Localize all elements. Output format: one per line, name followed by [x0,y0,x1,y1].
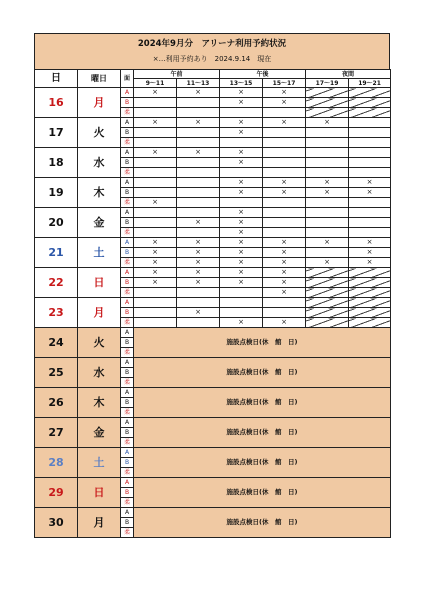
reserved-mark: × [263,288,306,298]
reserved-mark: × [220,118,263,128]
day-number: 29 [35,478,78,508]
table-row [35,388,391,398]
face-label-cell: B [121,428,134,438]
reserved-mark: × [220,268,263,278]
table-row [35,118,391,128]
closed-notice: 施設点検日(休 館 日) [134,388,391,418]
header-group-morning: 午前 [134,70,220,79]
weekday-label: 日 [78,268,121,298]
face-label-cell: B [121,278,134,288]
header-day: 日 [35,70,78,88]
reserved-mark: × [263,278,306,288]
reserved-mark: × [134,238,177,248]
face-label-cell: A [121,238,134,248]
reserved-mark: × [263,318,306,328]
unavailable-slot [349,318,391,328]
face-label-cell: 柔 [121,408,134,418]
weekday-label: 月 [78,508,121,538]
face-label-cell: 柔 [121,288,134,298]
empty-slot [263,198,306,208]
empty-slot [349,138,391,148]
header-slot: 11～13 [177,79,220,88]
reserved-mark: × [349,178,391,188]
face-label-cell: B [121,98,134,108]
unavailable-slot [306,108,349,118]
empty-slot [134,98,177,108]
day-number: 24 [35,328,78,358]
reserved-mark: × [134,88,177,98]
empty-slot [177,108,220,118]
unavailable-slot [306,298,349,308]
empty-slot [177,298,220,308]
reservation-sheet [34,33,390,538]
weekday-label: 火 [78,328,121,358]
empty-slot [177,158,220,168]
reserved-mark: × [220,88,263,98]
empty-slot [306,248,349,258]
face-label-cell: B [121,368,134,378]
day-number: 20 [35,208,78,238]
reserved-mark: × [220,238,263,248]
empty-slot [263,218,306,228]
table-row [35,418,391,428]
empty-slot [306,228,349,238]
empty-slot [134,188,177,198]
reserved-mark: × [177,218,220,228]
reserved-mark: × [220,228,263,238]
unavailable-slot [349,308,391,318]
reserved-mark: × [220,128,263,138]
page-subtitle: ×…利用予約あり 2024.9.14 現在 [152,55,272,63]
face-label-cell: B [121,398,134,408]
reserved-mark: × [220,248,263,258]
face-label-cell: A [121,178,134,188]
face-label-cell: 柔 [121,528,134,538]
reserved-mark: × [220,258,263,268]
header-face: 面 [121,70,134,88]
unavailable-slot [306,308,349,318]
table-row [35,328,391,338]
empty-slot [263,308,306,318]
reserved-mark: × [220,318,263,328]
empty-slot [134,308,177,318]
face-label-cell: 柔 [121,258,134,268]
day-number: 17 [35,118,78,148]
unavailable-slot [349,298,391,308]
face-label-cell: 柔 [121,108,134,118]
day-number: 22 [35,268,78,298]
empty-slot [177,128,220,138]
table-row [35,88,391,98]
empty-slot [306,198,349,208]
closed-notice: 施設点検日(休 館 日) [134,358,391,388]
reserved-mark: × [134,258,177,268]
face-label-cell: B [121,308,134,318]
reserved-mark: × [263,188,306,198]
face-label-cell: A [121,328,134,338]
empty-slot [263,208,306,218]
reserved-mark: × [177,148,220,158]
face-label-cell: 柔 [121,378,134,388]
header-weekday: 曜日 [78,70,121,88]
page-title: 2024年9月分 アリーナ利用予約状況 [137,39,287,49]
face-label-cell: 柔 [121,228,134,238]
reserved-mark: × [263,98,306,108]
face-label-cell: A [121,418,134,428]
header-group-afternoon: 午後 [220,70,306,79]
empty-slot [306,218,349,228]
unavailable-slot [349,278,391,288]
empty-slot [220,308,263,318]
reserved-mark: × [134,278,177,288]
unavailable-slot [349,268,391,278]
face-label-cell: A [121,298,134,308]
empty-slot [177,208,220,218]
weekday-label: 水 [78,358,121,388]
day-number: 23 [35,298,78,328]
day-number: 19 [35,178,78,208]
reserved-mark: × [220,278,263,288]
empty-slot [220,298,263,308]
face-label-cell: A [121,388,134,398]
weekday-label: 金 [78,208,121,238]
table-row [35,298,391,308]
empty-slot [306,168,349,178]
reserved-mark: × [263,88,306,98]
header-slot: 9～11 [134,79,177,88]
empty-slot [177,228,220,238]
face-label-cell: B [121,338,134,348]
reserved-mark: × [263,248,306,258]
reserved-mark: × [306,118,349,128]
unavailable-slot [349,88,391,98]
empty-slot [306,128,349,138]
face-label-cell: B [121,248,134,258]
day-number: 26 [35,388,78,418]
unavailable-slot [306,318,349,328]
empty-slot [134,158,177,168]
face-label-cell: 柔 [121,138,134,148]
face-label-cell: A [121,268,134,278]
table-row [35,268,391,278]
table-row [35,148,391,158]
empty-slot [134,228,177,238]
header-slot: 13～15 [220,79,263,88]
empty-slot [134,168,177,178]
empty-slot [177,168,220,178]
closed-notice: 施設点検日(休 館 日) [134,448,391,478]
empty-slot [177,98,220,108]
day-number: 27 [35,418,78,448]
unavailable-slot [306,98,349,108]
face-label-cell: B [121,188,134,198]
empty-slot [177,138,220,148]
sheet-header [34,33,390,69]
table-row [35,238,391,248]
empty-slot [349,168,391,178]
reserved-mark: × [134,248,177,258]
reserved-mark: × [177,278,220,288]
table-row [35,208,391,218]
empty-slot [263,228,306,238]
empty-slot [349,118,391,128]
empty-slot [177,188,220,198]
face-label-cell: 柔 [121,468,134,478]
reserved-mark: × [263,258,306,268]
face-label-cell: B [121,128,134,138]
unavailable-slot [349,108,391,118]
reserved-mark: × [306,188,349,198]
reserved-mark: × [177,258,220,268]
empty-slot [220,108,263,118]
header-slot: 17～19 [306,79,349,88]
reserved-mark: × [220,218,263,228]
closed-notice: 施設点検日(休 館 日) [134,418,391,448]
table-row [35,478,391,488]
reserved-mark: × [177,238,220,248]
reserved-mark: × [177,308,220,318]
face-label-cell: 柔 [121,318,134,328]
reserved-mark: × [177,88,220,98]
face-label-cell: 柔 [121,498,134,508]
header-slot: 19～21 [349,79,391,88]
reserved-mark: × [220,188,263,198]
empty-slot [349,158,391,168]
empty-slot [134,208,177,218]
empty-slot [263,138,306,148]
empty-slot [220,138,263,148]
reserved-mark: × [134,268,177,278]
reserved-mark: × [134,118,177,128]
reserved-mark: × [306,258,349,268]
empty-slot [134,218,177,228]
weekday-label: 月 [78,88,121,118]
reserved-mark: × [220,98,263,108]
unavailable-slot [306,268,349,278]
day-number: 28 [35,448,78,478]
weekday-label: 木 [78,178,121,208]
empty-slot [349,228,391,238]
weekday-label: 日 [78,478,121,508]
table-row [35,358,391,368]
reserved-mark: × [306,178,349,188]
weekday-label: 金 [78,418,121,448]
unavailable-slot [306,278,349,288]
reserved-mark: × [177,118,220,128]
day-number: 21 [35,238,78,268]
reserved-mark: × [177,248,220,258]
face-label-cell: B [121,218,134,228]
reserved-mark: × [306,238,349,248]
day-number: 30 [35,508,78,538]
reserved-mark: × [134,148,177,158]
closed-notice: 施設点検日(休 館 日) [134,478,391,508]
face-label-cell: A [121,88,134,98]
reserved-mark: × [220,208,263,218]
empty-slot [306,208,349,218]
empty-slot [263,158,306,168]
weekday-label: 月 [78,298,121,328]
empty-slot [263,298,306,308]
reserved-mark: × [220,178,263,188]
table-row [35,178,391,188]
weekday-label: 土 [78,238,121,268]
face-label-cell: A [121,448,134,458]
header-slot: 15～17 [263,79,306,88]
unavailable-slot [349,288,391,298]
reservation-table [34,69,391,538]
empty-slot [177,198,220,208]
weekday-label: 水 [78,148,121,178]
closed-notice: 施設点検日(休 館 日) [134,328,391,358]
face-label-cell: A [121,358,134,368]
table-row [35,508,391,518]
table-body [35,88,391,538]
face-label-cell: A [121,208,134,218]
reserved-mark: × [220,148,263,158]
reserved-mark: × [349,188,391,198]
empty-slot [349,148,391,158]
unavailable-slot [306,288,349,298]
reserved-mark: × [220,158,263,168]
empty-slot [134,178,177,188]
day-number: 16 [35,88,78,118]
face-label-cell: 柔 [121,348,134,358]
empty-slot [220,198,263,208]
empty-slot [349,218,391,228]
face-label-cell: B [121,458,134,468]
reserved-mark: × [349,248,391,258]
empty-slot [134,288,177,298]
unavailable-slot [306,88,349,98]
face-label-cell: A [121,118,134,128]
reserved-mark: × [263,238,306,248]
empty-slot [349,128,391,138]
empty-slot [134,108,177,118]
empty-slot [134,138,177,148]
empty-slot [134,298,177,308]
empty-slot [306,138,349,148]
reserved-mark: × [177,268,220,278]
header-group-night: 夜間 [306,70,391,79]
day-number: 25 [35,358,78,388]
reserved-mark: × [134,198,177,208]
table-row [35,448,391,458]
empty-slot [220,168,263,178]
face-label-cell: A [121,508,134,518]
reserved-mark: × [349,258,391,268]
weekday-label: 火 [78,118,121,148]
face-label-cell: B [121,488,134,498]
empty-slot [263,168,306,178]
empty-slot [349,208,391,218]
empty-slot [306,158,349,168]
face-label-cell: 柔 [121,198,134,208]
unavailable-slot [349,98,391,108]
empty-slot [177,318,220,328]
empty-slot [134,318,177,328]
reserved-mark: × [263,268,306,278]
face-label-cell: 柔 [121,438,134,448]
empty-slot [220,288,263,298]
empty-slot [177,288,220,298]
face-label-cell: 柔 [121,168,134,178]
reserved-mark: × [349,238,391,248]
empty-slot [349,198,391,208]
closed-notice: 施設点検日(休 館 日) [134,508,391,538]
weekday-label: 土 [78,448,121,478]
day-number: 18 [35,148,78,178]
empty-slot [263,128,306,138]
face-label-cell: A [121,478,134,488]
reserved-mark: × [263,178,306,188]
face-label-cell: B [121,158,134,168]
empty-slot [134,128,177,138]
face-label-cell: A [121,148,134,158]
empty-slot [306,148,349,158]
empty-slot [177,178,220,188]
empty-slot [263,108,306,118]
reserved-mark: × [263,118,306,128]
empty-slot [263,148,306,158]
face-label-cell: B [121,518,134,528]
weekday-label: 木 [78,388,121,418]
